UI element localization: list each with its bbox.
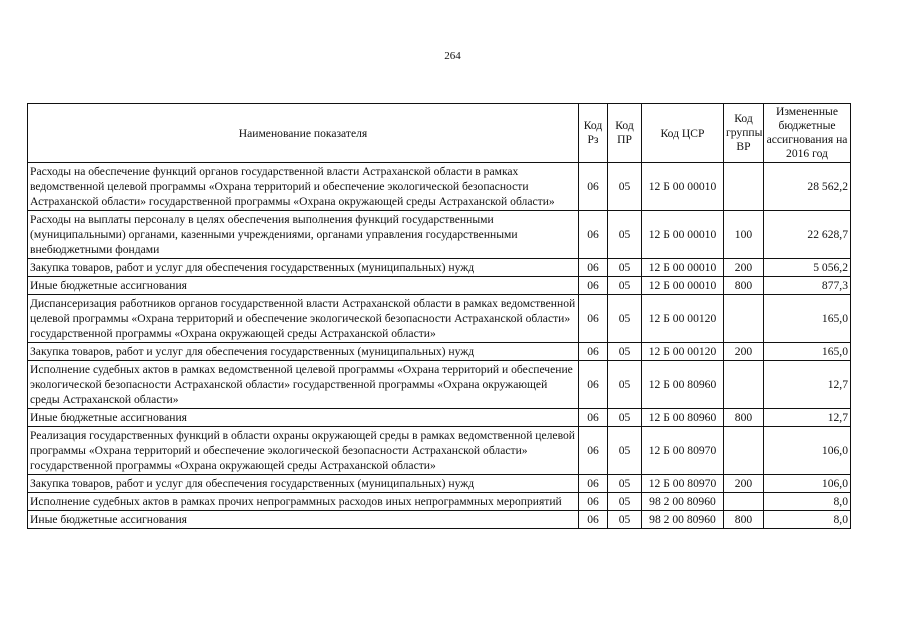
row-rz-cell: 06 — [579, 277, 608, 295]
table-row — [28, 409, 851, 427]
row-amount-cell: 5 056,2 — [764, 259, 851, 277]
row-csr-cell: 12 Б 00 80970 — [642, 475, 724, 493]
header-rz: Код Рз — [579, 104, 608, 163]
row-rz-cell: 06 — [579, 361, 608, 409]
row-name-cell: Закупка товаров, работ и услуг для обеспечения государственных (муниципальных) нужд — [28, 343, 579, 361]
row-name-cell: Иные бюджетные ассигнования — [28, 409, 579, 427]
row-csr-cell: 12 Б 00 00010 — [642, 163, 724, 211]
row-csr-cell: 98 2 00 80960 — [642, 511, 724, 529]
row-amount-cell: 106,0 — [764, 427, 851, 475]
table-row — [28, 211, 851, 259]
row-amount-cell: 165,0 — [764, 343, 851, 361]
row-csr-cell: 12 Б 00 80970 — [642, 427, 724, 475]
row-name-cell: Закупка товаров, работ и услуг для обеспечения государственных (муниципальных) нужд — [28, 259, 579, 277]
row-pr-cell: 05 — [608, 163, 642, 211]
row-pr-cell: 05 — [608, 361, 642, 409]
row-csr-cell: 98 2 00 80960 — [642, 493, 724, 511]
table-row — [28, 475, 851, 493]
row-vr-cell — [724, 163, 764, 211]
row-amount-cell: 165,0 — [764, 295, 851, 343]
row-amount-cell: 28 562,2 — [764, 163, 851, 211]
row-amount-cell: 877,3 — [764, 277, 851, 295]
row-rz-cell: 06 — [579, 475, 608, 493]
header-pr: Код ПР — [608, 104, 642, 163]
row-name-cell: Исполнение судебных актов в рамках прочих непрограммных расходов иных непрограммных мероприятий — [28, 493, 579, 511]
row-csr-cell: 12 Б 00 00120 — [642, 295, 724, 343]
row-rz-cell: 06 — [579, 427, 608, 475]
table-row — [28, 511, 851, 529]
row-name-cell: Иные бюджетные ассигнования — [28, 511, 579, 529]
table-row — [28, 259, 851, 277]
page-number: 264 — [444, 50, 461, 62]
table-row — [28, 295, 851, 343]
row-amount-cell: 22 628,7 — [764, 211, 851, 259]
row-vr-cell: 200 — [724, 475, 764, 493]
table-row — [28, 163, 851, 211]
header-name: Наименование показателя — [28, 104, 579, 163]
row-rz-cell: 06 — [579, 259, 608, 277]
table-row — [28, 277, 851, 295]
row-rz-cell: 06 — [579, 343, 608, 361]
row-pr-cell: 05 — [608, 343, 642, 361]
row-amount-cell: 106,0 — [764, 475, 851, 493]
row-csr-cell: 12 Б 00 00010 — [642, 211, 724, 259]
row-amount-cell: 12,7 — [764, 409, 851, 427]
row-name-cell: Расходы на выплаты персоналу в целях обеспечения выполнения функций государственными (муниципальными) органами, казенными учреждениями, органами управления государственными внебюджетными фондами — [28, 211, 579, 259]
row-name-cell: Исполнение судебных актов в рамках ведомственной целевой программы «Охрана территорий и обеспечение экологической безопасности Астраханской области» государственной программы «Охрана окружающей среды Астраханской области» — [28, 361, 579, 409]
header-vr: Код группы ВР — [724, 104, 764, 163]
table-body — [28, 163, 851, 529]
row-vr-cell: 800 — [724, 409, 764, 427]
row-vr-cell: 100 — [724, 211, 764, 259]
row-rz-cell: 06 — [579, 511, 608, 529]
budget-table — [27, 103, 851, 529]
row-amount-cell: 8,0 — [764, 511, 851, 529]
row-vr-cell: 200 — [724, 259, 764, 277]
row-amount-cell: 12,7 — [764, 361, 851, 409]
row-pr-cell: 05 — [608, 211, 642, 259]
row-name-cell: Иные бюджетные ассигнования — [28, 277, 579, 295]
row-pr-cell: 05 — [608, 277, 642, 295]
table-row — [28, 361, 851, 409]
row-csr-cell: 12 Б 00 80960 — [642, 409, 724, 427]
row-name-cell: Расходы на обеспечение функций органов государственной власти Астраханской области в рамках ведомственной целевой программы «Охрана территорий и обеспечение экологической безопасности Астраханской области» государственной программы «Охрана окружающей среды Астраханской области» — [28, 163, 579, 211]
row-vr-cell — [724, 427, 764, 475]
row-rz-cell: 06 — [579, 295, 608, 343]
row-csr-cell: 12 Б 00 00010 — [642, 277, 724, 295]
row-rz-cell: 06 — [579, 163, 608, 211]
row-name-cell: Реализация государственных функций в области охраны окружающей среды в рамках ведомственной целевой программы «Охрана территорий и обеспечение экологической безопасности Астраханской области» государственной программы «Охрана окружающей среды Астраханской области» — [28, 427, 579, 475]
row-rz-cell: 06 — [579, 211, 608, 259]
row-csr-cell: 12 Б 00 80960 — [642, 361, 724, 409]
row-vr-cell — [724, 295, 764, 343]
row-name-cell: Закупка товаров, работ и услуг для обеспечения государственных (муниципальных) нужд — [28, 475, 579, 493]
row-vr-cell: 200 — [724, 343, 764, 361]
row-pr-cell: 05 — [608, 295, 642, 343]
row-pr-cell: 05 — [608, 427, 642, 475]
table-row — [28, 427, 851, 475]
header-amount: Измененные бюджетные ассигнования на 2016 год — [764, 104, 851, 163]
row-pr-cell: 05 — [608, 493, 642, 511]
header-csr: Код ЦСР — [642, 104, 724, 163]
row-csr-cell: 12 Б 00 00120 — [642, 343, 724, 361]
row-rz-cell: 06 — [579, 493, 608, 511]
row-vr-cell: 800 — [724, 277, 764, 295]
row-vr-cell: 800 — [724, 511, 764, 529]
row-vr-cell — [724, 361, 764, 409]
row-pr-cell: 05 — [608, 511, 642, 529]
row-vr-cell — [724, 493, 764, 511]
table-row — [28, 343, 851, 361]
row-amount-cell: 8,0 — [764, 493, 851, 511]
table-row — [28, 493, 851, 511]
row-pr-cell: 05 — [608, 259, 642, 277]
row-csr-cell: 12 Б 00 00010 — [642, 259, 724, 277]
row-pr-cell: 05 — [608, 475, 642, 493]
row-rz-cell: 06 — [579, 409, 608, 427]
row-name-cell: Диспансеризация работников органов государственной власти Астраханской области в рамках ведомственной целевой программы «Охрана территорий и обеспечение экологической безопасности Астраханской области» государственной программы «Охрана окружающей среды Астраханской области» — [28, 295, 579, 343]
row-pr-cell: 05 — [608, 409, 642, 427]
table-header-row — [28, 104, 851, 163]
